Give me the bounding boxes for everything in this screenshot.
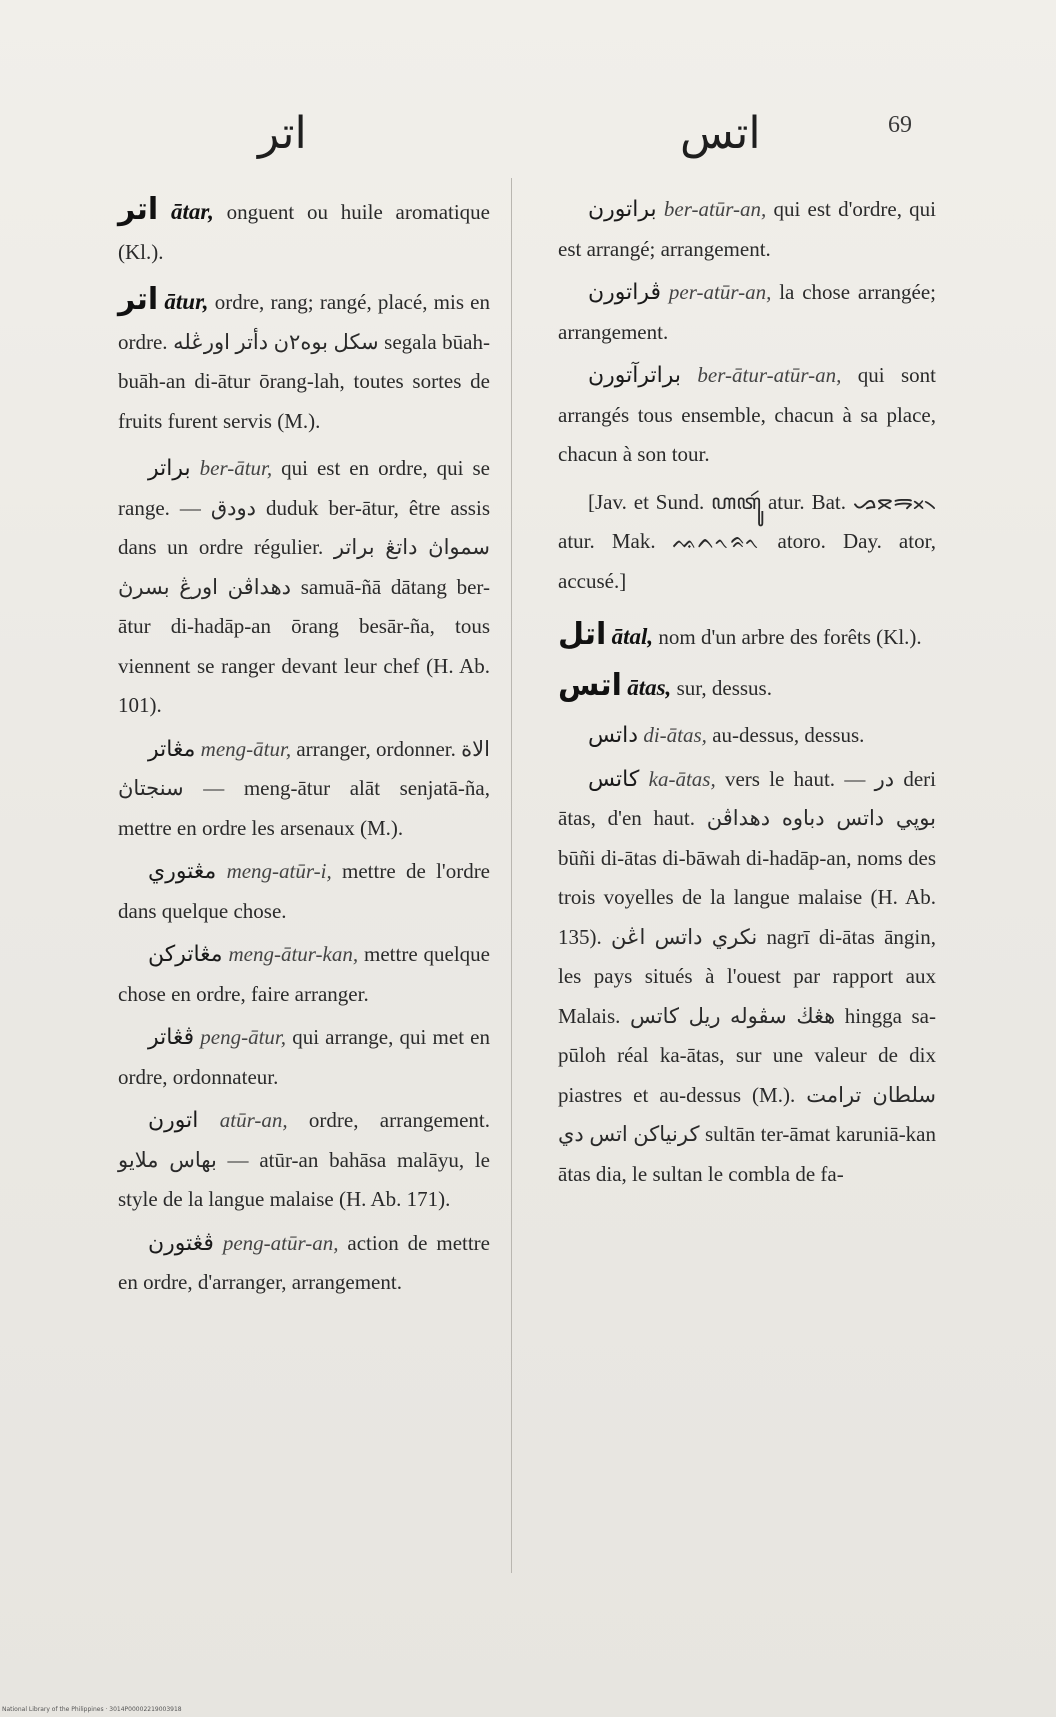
subentry-arabic: مڠاترکن [148, 942, 223, 967]
dictionary-entry [558, 666, 936, 709]
subentry-term: peng-ātur, [200, 1025, 287, 1049]
entry-definition: nom d'un arbre des forêts (Kl.). [653, 625, 922, 649]
subentry [558, 273, 936, 352]
running-head-right: اتس [680, 108, 761, 159]
subentry [558, 716, 936, 756]
subentry-definition: arranger, ordonner. الاة سنجتاڽ — meng-ātur alāt senjatā-ña, mettre en ordre les arsenaux (M.). [118, 736, 490, 840]
subentry [558, 760, 936, 1195]
subentry [118, 935, 490, 1014]
entry-arabic: اتر [118, 192, 159, 227]
column-divider [511, 178, 512, 1573]
entry-definition: ordre, rang; rangé, placé, mis en ordre. سکل بوه٢ن دأتر اورڠله segala būah-buāh-an di-ātur ōrang-lah, toutes sortes de fruits furent servis (M.). [118, 290, 490, 433]
subentry [118, 852, 490, 931]
subentry-definition: qui est en ordre, qui se range. — دودق duduk ber-ātur, être assis dans un ordre régulier. سمواڽ داتڠ براتر دهداڤن اورڠ بسرڽ samuā-ñā dātang ber-ātur di-hadāp-an ōrang besār-ña, tous viennent se ranger devant leur chef (H. Ab. 101). [118, 456, 491, 717]
subentry-arabic: براترآتورن [588, 363, 682, 388]
entry-definition: sur, dessus. [671, 675, 772, 700]
subentry [118, 449, 490, 726]
subentry-definition: au-dessus, dessus. [706, 723, 865, 747]
subentry-term: atūr-an, [219, 1108, 288, 1132]
dictionary-entry [118, 280, 490, 441]
subentry-arabic: ڤڠتورن [148, 1230, 214, 1256]
entry-headword: ātur, [164, 289, 209, 314]
subentry-term: meng-atūr-i, [226, 859, 332, 883]
subentry-term: ber-ātur-atūr-an, [697, 363, 842, 387]
right-column [558, 190, 936, 1198]
subentry-definition: mettre quelque chose en ordre, faire arranger. [118, 942, 490, 1006]
scan-footer: National Library of the Philippines · 3014P00002219003918 [2, 1706, 182, 1713]
subentry-term: ber-atūr-an, [663, 197, 767, 221]
entry-headword: ātas, [627, 674, 672, 700]
subentry-definition: vers le haut. — در deri ātas, d'en haut. بوڽي داتس دباوه دهداڤن būñi di-ātas di-bāwah di-hadāp-an, noms des trois voyelles de la langue malaise (H. Ab. 135). نکري داتس اڠن nagrī di-ātas āngin, les pays situés à l'ouest par rapport aux Malais. هڠڬ سڤوله ريل کاتس hingga sa-pūloh réal ka-ātas, sur une valeur de dix piastres et au-dessus (M.). سلطان ترامت کرنياکن اتس دي sultān ter-āmat karuniā-kan ātas dia, le sultan le combla de fa- [558, 766, 937, 1186]
subentry-arabic: براتر [148, 456, 191, 481]
subentry [118, 1018, 490, 1097]
subentry-arabic: کاتس [588, 766, 640, 792]
entry-headword: ātar, [171, 199, 214, 224]
subentry-definition: qui est d'ordre, qui est arrangé; arrangement. [558, 197, 936, 261]
subentry-term: di-ātas, [643, 723, 707, 747]
subentry-definition: qui sont arrangés tous ensemble, chacun à sa place, chacun à son tour. [558, 363, 937, 466]
subentry [118, 730, 490, 849]
entry-headword: ātal, [611, 624, 654, 649]
entry-definition: onguent ou huile aromatique (Kl.). [118, 200, 491, 264]
dictionary-entry [118, 190, 490, 272]
subentry-term: meng-ātur-kan, [228, 942, 359, 966]
subentry [118, 1224, 490, 1303]
subentry-arabic: داتس [588, 723, 639, 748]
subentry-arabic: مڠاتر [148, 736, 196, 762]
entry-arabic: اتل [558, 617, 607, 652]
subentry-term: per-atūr-an, [668, 280, 772, 304]
subentry-definition: mettre de l'ordre dans quelque chose. [118, 859, 491, 923]
running-head-left: اتر [258, 108, 307, 159]
subentry-arabic: براتورن [588, 197, 657, 222]
subentry [118, 1101, 490, 1220]
etymology-note: [Jav. et Sund. ꦲꦠꦸꦂ atur. Bat. ᯀᯖᯬᯒ᯲ atur. Mak. ᨕᨈᨚᨑᨚ atoro. Day. ator, accusé.] [558, 489, 936, 593]
subentry-arabic: ڤڠاتر [148, 1025, 195, 1050]
entry-arabic: اتر [118, 282, 159, 317]
page-number: 69 [888, 112, 912, 138]
subentry-definition: qui arrange, qui met en ordre, ordonnateur. [118, 1025, 491, 1089]
subentry [558, 190, 936, 269]
subentry-term: peng-atūr-an, [222, 1230, 339, 1255]
subentry-term: ka-ātas, [648, 766, 716, 791]
subentry-definition: ordre, arrangement. بهاس ملايو — atūr-an bahāsa malāyu, le style de la langue malaise (H. Ab. 171). [118, 1108, 491, 1211]
subentry-definition: la chose arrangée; arrangement. [558, 280, 937, 344]
subentry [558, 356, 936, 475]
subentry-arabic: ڤراتورن [588, 280, 662, 305]
subentry-arabic: اتورن [148, 1108, 199, 1133]
subentry-term: meng-ātur, [200, 736, 292, 761]
subentry-term: ber-ātur, [199, 456, 273, 480]
subentry-definition: action de mettre en ordre, d'arranger, arrangement. [118, 1230, 490, 1294]
subentry-arabic: مڠتوري [148, 859, 217, 884]
entry-arabic: اتس [558, 667, 622, 703]
dictionary-entry [558, 615, 936, 658]
left-column [118, 190, 490, 1307]
